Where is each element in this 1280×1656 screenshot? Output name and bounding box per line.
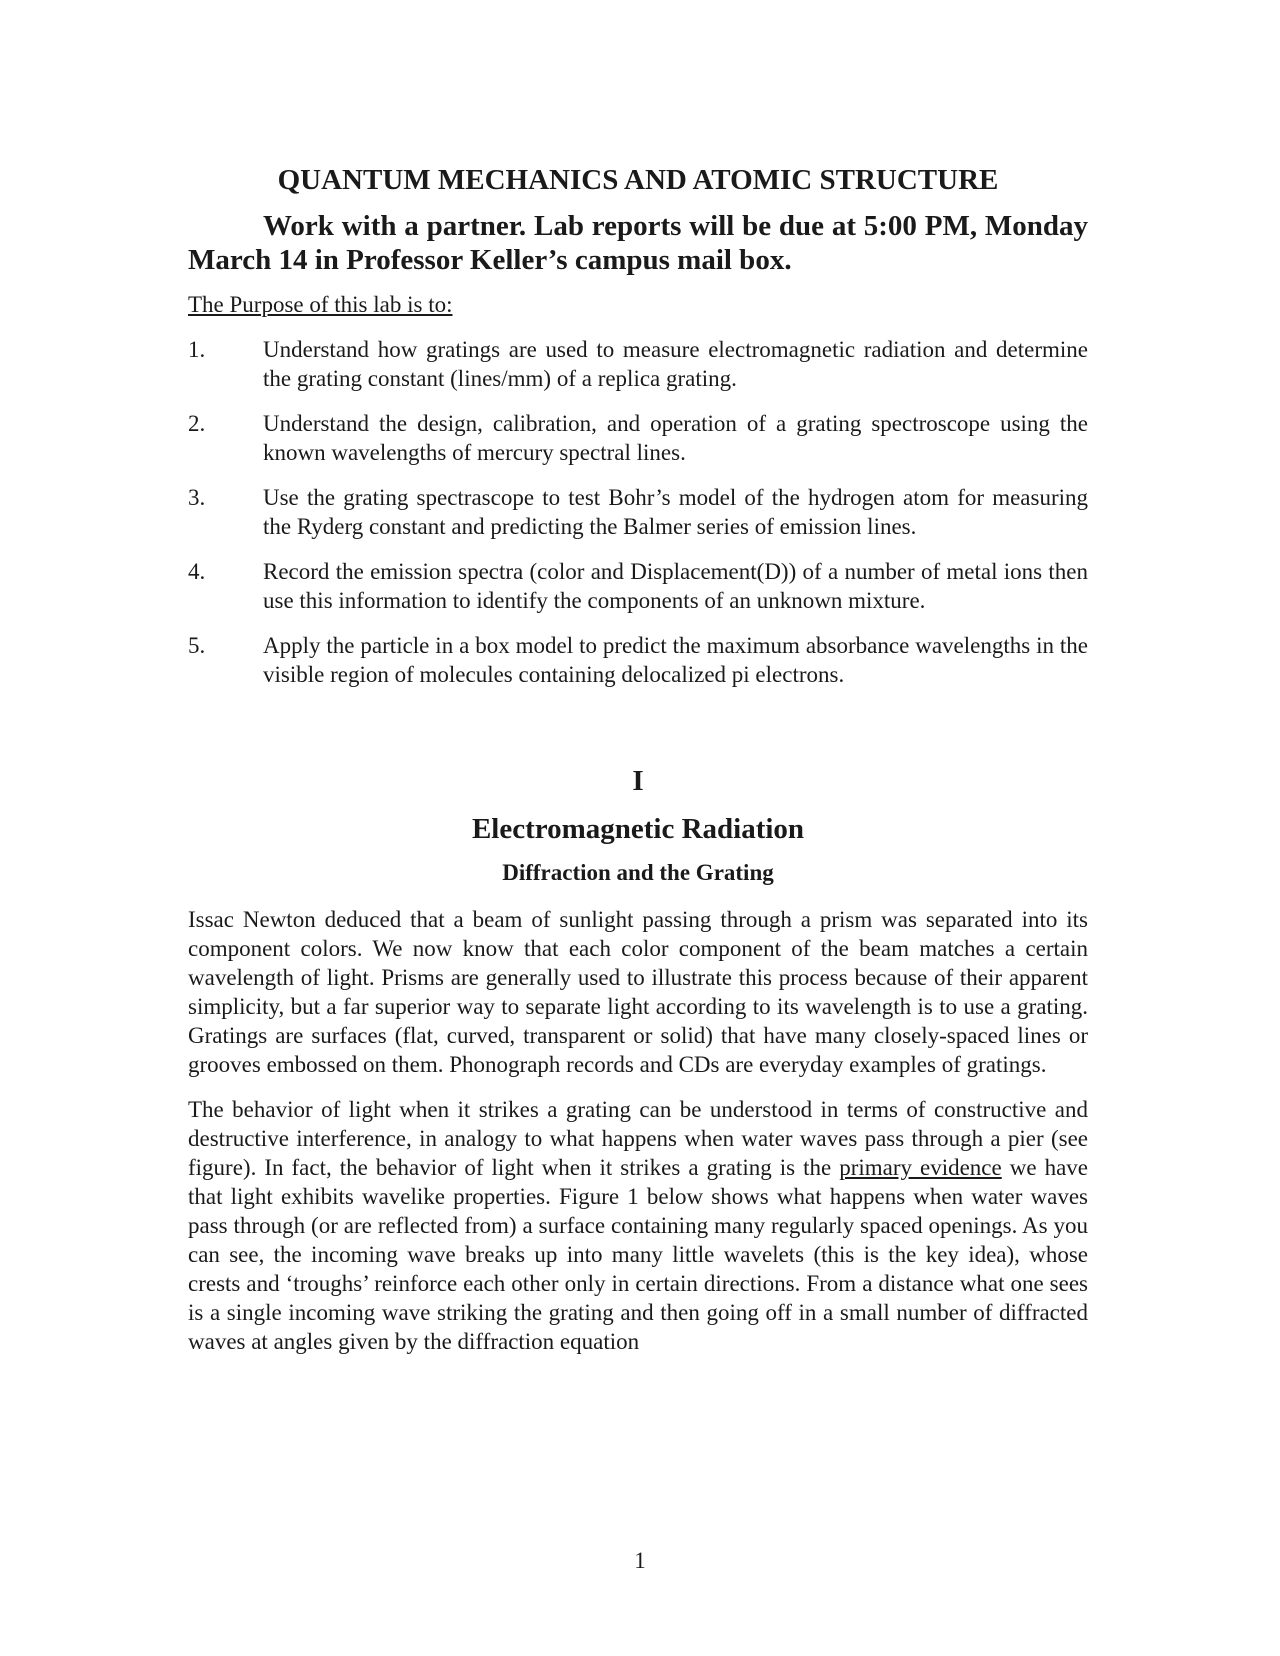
page-number: 1 (634, 1548, 646, 1573)
purpose-item-number: 2. (188, 411, 206, 436)
purpose-item-text: Use the grating spectrascope to test Bohr’s model of the hydrogen atom for measuring the Ryderg constant and predicting the Balmer series of emission lines. (263, 485, 1088, 539)
purpose-item (188, 335, 1088, 393)
paragraph-interference (188, 1095, 1088, 1356)
purpose-item (188, 631, 1088, 689)
purpose-item (188, 409, 1088, 467)
purpose-item-text: Record the emission spectra (color and Displacement(D)) of a number of metal ions then use this information to identify the components of an unknown mixture. (263, 559, 1088, 613)
document-title: QUANTUM MECHANICS AND ATOMIC STRUCTURE (277, 164, 999, 196)
purpose-heading: The Purpose of this lab is to: (188, 292, 453, 317)
purpose-item-text: Apply the particle in a box model to predict the maximum absorbance wavelengths in the visible region of molecules containing delocalized pi electrons. (263, 633, 1088, 687)
purpose-item-text: Understand how gratings are used to measure electromagnetic radiation and determine the grating constant (lines/mm) of a replica grating. (263, 337, 1088, 391)
purpose-item-number: 5. (188, 633, 206, 658)
emphasis-primary-evidence: primary evidence (839, 1155, 1002, 1180)
section-number: I (632, 765, 644, 797)
purpose-item (188, 557, 1088, 615)
purpose-item-number: 4. (188, 559, 206, 584)
paragraph-interference-text: The behavior of light when it strikes a grating can be understood in terms of constructive and destructive interference, in analogy to what happens when water waves pass through a pier (see figure). In fact, the behavior of light when it strikes a grating is the (188, 1097, 1088, 1180)
page-content (188, 163, 1088, 1356)
paragraph-newton: Issac Newton deduced that a beam of sunlight passing through a prism was separated into its component colors. We now know that each color component of the beam matches a certain wavelength of light. Prisms are generally used to illustrate this process because of their apparent simplicity, but a far superior way to separate light according to its wavelength is to use a grating. Gratings are surfaces (flat, curved, transparent or solid) that have many closely-spaced lines or grooves embossed on them. Phonograph records and CDs are everyday examples of gratings. (188, 907, 1088, 1077)
purpose-item-text: Understand the design, calibration, and operation of a grating spectroscope using the known wavelengths of mercury spectral lines. (263, 411, 1088, 465)
due-date-notice: Work with a partner. Lab reports will be due at 5:00 PM, Monday March 14 in Professor Keller’s campus mail box. (188, 210, 1088, 276)
subsection-title: Diffraction and the Grating (502, 860, 774, 885)
purpose-item-number: 3. (188, 485, 206, 510)
purpose-item-number: 1. (188, 337, 206, 362)
purpose-item (188, 483, 1088, 541)
paragraph-interference-text-cont: we have that light exhibits wavelike properties. Figure 1 below shows what happens when water waves pass through (or are reflected from) a surface containing many regularly spaced openings. As you can see, the incoming wave breaks up into many little wavelets (this is the key idea), whose crests and ‘troughs’ reinforce each other only in certain directions. From a distance what one sees is a single incoming wave striking the grating and then going off in a small number of diffracted waves at angles given by the diffraction equation (188, 1155, 1088, 1354)
purpose-list (188, 335, 1088, 689)
section-title: Electromagnetic Radiation (471, 813, 805, 845)
